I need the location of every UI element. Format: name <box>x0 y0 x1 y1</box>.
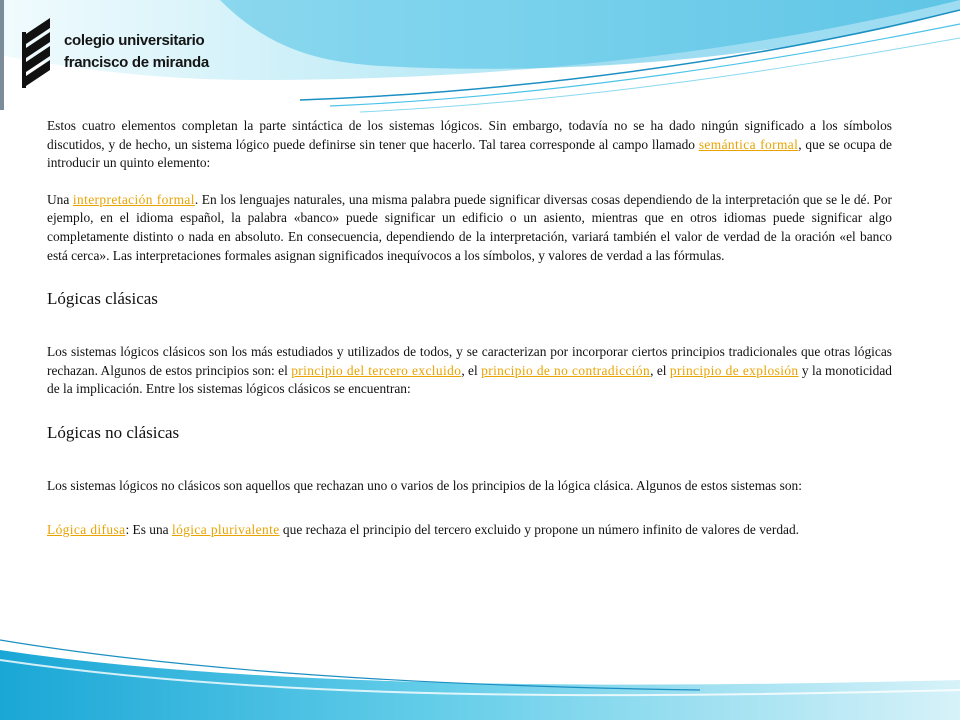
link-tercero-excluido[interactable]: principio del tercero excluido <box>291 362 462 378</box>
paragraph-fuzzy-logic <box>47 521 892 540</box>
p3-text-4: y la monoticidad de la implicación. Entre los sistemas lógicos clásicos se encuentran: <box>47 362 892 397</box>
logo-line-1: colegio universitario <box>64 32 205 49</box>
link-no-contradiccion[interactable]: principio de no contradicción <box>481 362 651 378</box>
p3-text-3: , el <box>650 362 670 378</box>
heading-logicas-no-clasicas: Lógicas no clásicas <box>47 422 180 442</box>
p2-text-1: Una <box>47 191 73 207</box>
p5-text-2: que rechaza el principio del tercero excluido y propone un número infinito de valores de verdad. <box>279 521 800 537</box>
link-interpretacion-formal[interactable]: interpretación formal <box>72 191 195 207</box>
slide-content <box>47 117 892 539</box>
heading-logicas-clasicas: Lógicas clásicas <box>47 289 158 309</box>
link-logica-plurivalente[interactable]: lógica plurivalente <box>171 521 280 537</box>
bottom-wave-decoration <box>0 620 960 720</box>
paragraph-classical <box>47 343 892 399</box>
logo-line-2: francisco de miranda <box>64 54 209 71</box>
link-logica-difusa[interactable]: Lógica difusa <box>47 521 126 537</box>
p3-text-1: Los sistemas lógicos clásicos son los más estudiados y utilizados de todos, y se caracterizan por incorporar ciertos principios tradicionales que otras lógicas rechazan. Algunos de estos principios son: el <box>47 344 892 378</box>
paragraph-interpretation <box>47 191 892 265</box>
p1-text-2: , que se ocupa de introducir un quinto elemento: <box>47 136 892 171</box>
college-logo <box>20 14 220 90</box>
p4-text-1: Los sistemas lógicos no clásicos son aquellos que rechazan uno o varios de los principios de la lógica clásica. Algunos de estos sistemas son: <box>47 477 802 493</box>
p3-text-2: , el <box>461 362 482 378</box>
paragraph-non-classical <box>47 477 892 496</box>
logo-emblem-icon <box>20 14 60 88</box>
p1-text-1: Estos cuatro elementos completan la parte sintáctica de los sistemas lógicos. Sin embargo, todavía no se ha dado ningún significado a los símbolos discutidos, y de hecho, un sistema lógico puede definirse sin tener que hacerlo. Tal tarea corresponde al campo llamado <box>47 118 892 152</box>
p5-text-1: : Es una <box>125 521 172 537</box>
p2-text-2: . En los lenguajes naturales, una misma palabra puede significar diversas cosas dependiendo de la interpretación que se le dé. Por ejemplo, en el idioma español, la palabra «banco» puede significar un edificio o un asiento, mientras que en otros idiomas puede significar algo completamente distinto o nada en absoluto. En consecuencia, dependiendo de la interpretación, variará también el valor de verdad de la oración «el banco está cerca». Las interpretaciones formales asignan significados inequívocos a los símbolos, y valores de verdad a las fórmulas. <box>47 191 892 263</box>
link-semantica-formal[interactable]: semántica formal <box>698 136 799 152</box>
link-explosion[interactable]: principio de explosión <box>669 362 799 378</box>
paragraph-semantics <box>47 117 892 173</box>
